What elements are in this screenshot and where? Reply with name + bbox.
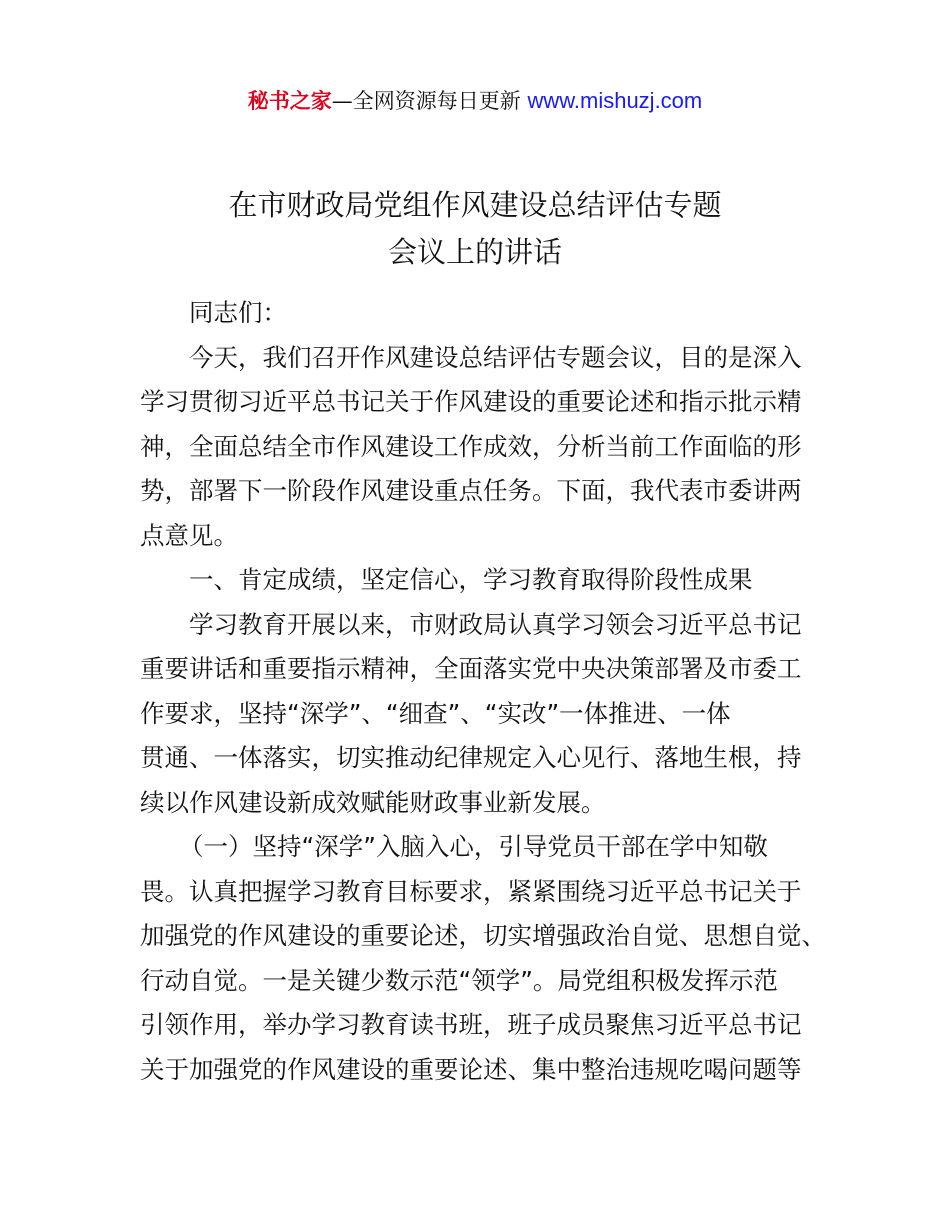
title-line-2: 会议上的讲话 bbox=[387, 235, 562, 269]
site-header bbox=[0, 84, 950, 118]
paragraph-line: 贯通、一体落实，切实推动纪律规定入心见行、落地生根，持 bbox=[140, 743, 802, 772]
site-tagline: —全网资源每日更新 bbox=[331, 89, 528, 113]
paragraph-line: 引领作用，举办学习教育读书班，班子成员聚焦习近平总书记 bbox=[140, 1010, 802, 1039]
paragraph-line: 神，全面总结全市作风建设工作成效，分析当前工作面临的形 bbox=[140, 431, 802, 461]
paragraph-line: 势，部署下一阶段作风建设重点任务。下面，我代表市委讲两 bbox=[140, 476, 802, 505]
document-body bbox=[140, 291, 826, 1092]
site-brand: 秘书之家 bbox=[247, 89, 332, 113]
paragraph-line: 关于加强党的作风建设的重要论述、集中整治违规吃喝问题等 bbox=[140, 1054, 802, 1084]
title-line-1: 在市财政局党组作风建设总结评估专题 bbox=[228, 188, 722, 222]
paragraph-line: 行动自觉。一是关键少数示范“领学”。局党组积极发挥示范 bbox=[140, 965, 778, 995]
section-heading: 一、肯定成绩，坚定信心，学习教育取得阶段性成果 bbox=[189, 565, 753, 594]
paragraph-line: 作要求，坚持“深学”、“细查”、“实改”一体推进、一体 bbox=[140, 698, 731, 728]
subsection-heading: （一）坚持“深学”入脑入心，引导党员干部在学中知敬 bbox=[179, 832, 768, 861]
document-title bbox=[0, 182, 950, 276]
salutation: 同志们： bbox=[189, 298, 287, 327]
site-url-link[interactable]: www.mishuzj.com bbox=[527, 88, 703, 113]
paragraph-line: 续以作风建设新成效赋能财政事业新发展。 bbox=[140, 787, 606, 817]
paragraph-line: 今天，我们召开作风建设总结评估专题会议，目的是深入 bbox=[189, 342, 802, 372]
paragraph-line: 学习贯彻习近平总书记关于作风建设的重要论述和指示批示精 bbox=[140, 387, 802, 416]
paragraph-line: 点意见。 bbox=[140, 520, 238, 550]
paragraph-line: 学习教育开展以来，市财政局认真学习领会习近平总书记 bbox=[189, 609, 802, 639]
paragraph-line: 加强党的作风建设的重要论述，切实增强政治自觉、思想自觉、 bbox=[140, 921, 826, 950]
paragraph-line: 重要讲话和重要指示精神，全面落实党中央决策部署及市委工 bbox=[140, 654, 802, 683]
paragraph-line: 畏。认真把握学习教育目标要求，紧紧围绕习近平总书记关于 bbox=[140, 876, 802, 906]
